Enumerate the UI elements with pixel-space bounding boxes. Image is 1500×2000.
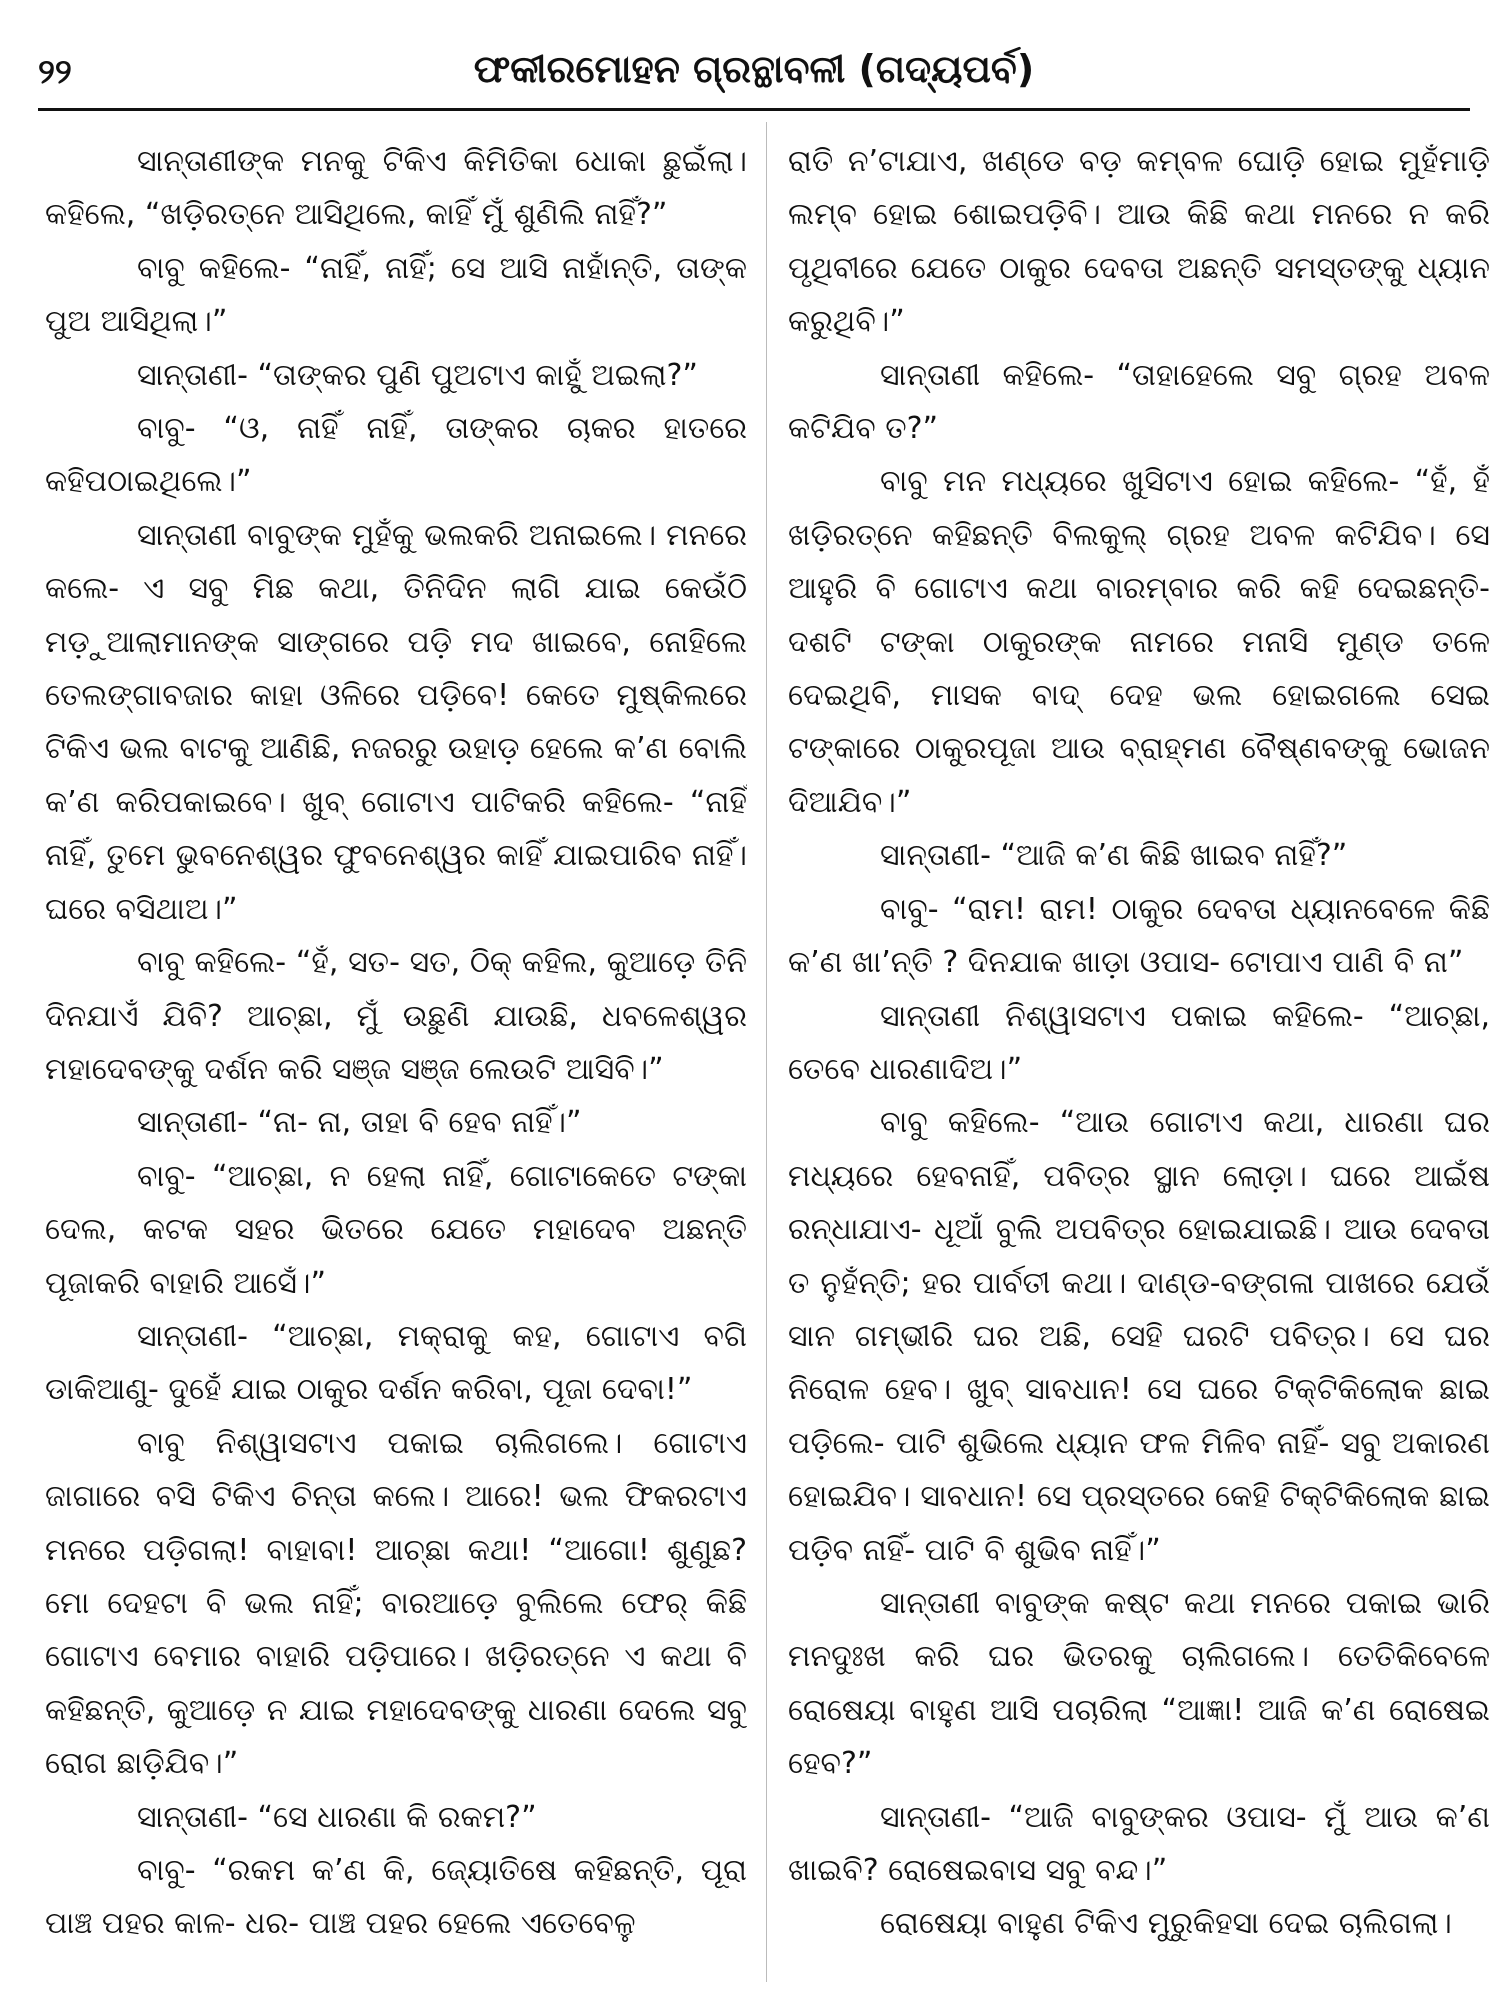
paragraph: ସାନ୍ତାଣୀ ନିଶ୍ୱାସଟାଏ ପକାଇ କହିଲେ- “ଆଚ୍ଛା, ତେବେ ଧାରଣାଦିଅ।” (788, 998, 1490, 1087)
paragraph: ବାବୁ କହିଲେ- “ହଁ, ସତ- ସତ, ଠିକ୍ କହିଲ, କୁଆଡ଼େ ତିନି ଦିନଯାଏଁ ଯିବି? ଆଚ୍ଛା, ମୁଁ ଉଛୁଣି ଯାଉଛି, ଧବଳେଶ୍ୱର ମହାଦେବଙ୍କୁ ଦର୍ଶନ କରି ସଞ୍ଜ ସଞ୍ଜ ଲେଉଟି ଆସିବି।” (45, 945, 747, 1087)
right-column (788, 135, 1490, 1975)
page-header (38, 38, 1470, 111)
paragraph: ସାନ୍ତାଣୀ ବାବୁଙ୍କ କଷ୍ଟ କଥା ମନରେ ପକାଇ ଭାରି ମନଦୁଃଖ କରି ଘର ଭିତରକୁ ଚାଲିଗଲେ। ତେତିକିବେଳେ ରୋଷେୟା ବାହୁଣ ଆସି ପଚାରିଲା “ଆଜ୍ଞା! ଆଜି କ’ଣ ରୋଷେଇ ହେବ?” (788, 1585, 1490, 1782)
paragraph: ବାବୁ- “ରାମ! ରାମ! ଠାକୁର ଦେବତା ଧ୍ୟାନବେଳେ କିଛି କ’ଣ ଖା’ନ୍ତି ? ଦିନଯାକ ଖାଡ଼ା ଓପାସ- ଟୋପାଏ ପାଣି ବି ନା” (788, 891, 1490, 981)
paragraph: ବାବୁ- “ରକମ କ’ଣ କି, ଜ୍ୟୋତିଷେ କହିଛନ୍ତି, ପୂରା ପାଞ୍ଚ ପହର କାଳ- ଧର- ପାଞ୍ଚ ପହର ହେଲେ ଏତେବେଳୁ (45, 1853, 747, 1942)
paragraph: ବାବୁ ନିଶ୍ୱାସଟାଏ ପକାଇ ଚାଲିଗଲେ। ଗୋଟାଏ ଜାଗାରେ ବସି ଟିକିଏ ଚିନ୍ତା କଲେ। ଆରେ! ଭଲ ଫିକରଟାଏ ମନରେ ପଡ଼ିଗଲା! ବାହାବା! ଆଚ୍ଛା କଥା! “ଆଗୋ! ଶୁଣୁଛ? ମୋ ଦେହଟା ବି ଭଲ ନାହିଁ; ବାରଆଡ଼େ ବୁଲିଲେ ଫେର୍ କିଛି ଗୋଟାଏ ବେମାର ବାହାରି ପଡ଼ିପାରେ। ଖଡ଼ିରତ୍ନେ ଏ କଥା ବି କହିଛନ୍ତି, କୁଆଡ଼େ ନ ଯାଇ ମହାଦେବଙ୍କୁ ଧାରଣା ଦେଲେ ସବୁ ରୋଗ ଛାଡ଼ିଯିବ।” (45, 1425, 747, 1782)
paragraph: ବାବୁ କହିଲେ- “ନାହିଁ, ନାହିଁ; ସେ ଆସି ନାହାଁନ୍ତି, ତାଙ୍କ ପୁଅ ଆସିଥିଲା।” (45, 250, 747, 340)
paragraph: ସାନ୍ତାଣୀ- “ଆଜି ବାବୁଙ୍କର ଓପାସ- ମୁଁ ଆଉ କ’ଣ ଖାଇବି? ରୋଷେଇବାସ ସବୁ ବନ୍ଦ।” (788, 1799, 1490, 1888)
paragraph: ବାବୁ କହିଲେ- “ଆଉ ଗୋଟାଏ କଥା, ଧାରଣା ଘର ମଧ୍ୟରେ ହେବନାହିଁ, ପବିତ୍ର ସ୍ଥାନ ଲୋଡ଼ା। ଘରେ ଆଇଁଷ ରନ୍ଧାଯାଏ- ଧୂଆଁ ବୁଲି ଅପବିତ୍ର ହୋଇଯାଇଛି। ଆଉ ଦେବତା ତ ନୁହଁନ୍ତି; ହର ପାର୍ବତୀ କଥା। ଦାଣ୍ଡ-ବଙ୍ଗଳା ପାଖରେ ଯେଉଁ ସାନ ଗମ୍ଭୀରି ଘର ଅଛି, ସେହି ଘରଟି ପବିତ୍ର। ସେ ଘର ନିରୋଳ ହେବ। ଖୁବ୍ ସାବଧାନ! ସେ ଘରେ ଟିକ୍ଟିକିଲୋକ ଛାଇ ପଡ଼ିଲେ- ପାଟି ଶୁଭିଲେ ଧ୍ୟାନ ଫଳ ମିଳିବ ନାହିଁ- ସବୁ ଅକାରଣ ହୋଇଯିବ। ସାବଧାନ! ସେ ପ୍ରସ୍ତରେ କେହି ଟିକ୍ଟିକିଲୋକ ଛାଇ ପଡ଼ିବ ନାହିଁ- ପାଟି ବି ଶୁଭିବ ନାହିଁ।” (788, 1105, 1490, 1568)
paragraph-continued: ରାତି ନ’ଟାଯାଏ, ଖଣ୍ଡେ ବଡ଼ କମ୍ବଳ ଘୋଡ଼ି ହୋଇ ମୁହଁମାଡ଼ି ଲମ୍ବ ହୋଇ ଶୋଇପଡ଼ିବି। ଆଉ କିଛି କଥା ମନରେ ନ କରି ପୃଥିବୀରେ ଯେତେ ଠାକୁର ଦେବତା ଅଛନ୍ତି ସମସ୍ତଙ୍କୁ ଧ୍ୟାନ କରୁଥିବି।” (788, 144, 1490, 340)
running-title: ଫକୀରମୋହନ ଗ୍ରନ୍ଥାବଳୀ (ଗଦ୍ୟପର୍ବ) (473, 47, 1035, 91)
paragraph: ସାନ୍ତାଣୀ- “ତାଙ୍କର ପୁଣି ପୁଅଟାଏ କାହୁଁ ଅଇଲା?” (137, 357, 698, 393)
paragraph: ସାନ୍ତାଣୀ- “ନା- ନା, ତାହା ବି ହେବ ନାହିଁ।” (137, 1105, 582, 1141)
paragraph: ବାବୁ- “ଓ, ନାହିଁ ନାହିଁ, ତାଙ୍କର ଚାକର ହାତରେ କହିପଠାଇଥିଲେ।” (45, 411, 747, 500)
paragraph: ସାନ୍ତାଣୀ- “ଆଜି କ’ଣ କିଛି ଖାଇବ ନାହିଁ?” (880, 838, 1348, 874)
left-column (45, 135, 747, 1975)
paragraph: ସାନ୍ତାଣୀଙ୍କ ମନକୁ ଟିକିଏ କିମିତିକା ଧୋକା ଛୁଇଁଲା। କହିଲେ, “ଖଡ଼ିରତ୍ନେ ଆସିଥିଲେ, କାହିଁ ମୁଁ ଶୁଣିଲି ନାହିଁ?” (45, 144, 747, 233)
paragraph: ସାନ୍ତାଣୀ ବାବୁଙ୍କ ମୁହଁକୁ ଭଲକରି ଅନାଇଲେ। ମନରେ କଲେ- ଏ ସବୁ ମିଛ କଥା, ତିନିଦିନ ଲାଗି ଯାଇ କେଉଁଠି ମଡ଼ୁଆଲାମାନଙ୍କ ସାଙ୍ଗରେ ପଡ଼ି ମଦ ଖାଇବେ, ନୋହିଲେ ତେଲଙ୍ଗାବଜାର କାହା ଓଳିରେ ପଡ଼ିବେ! କେତେ ମୁଷ୍କିଲରେ ଟିକିଏ ଭଲ ବାଟକୁ ଆଣିଛି, ନଜରରୁ ଉହାଡ଼ ହେଲେ କ’ଣ ବୋଲି କ’ଣ କରିପକାଇବେ। ଖୁବ୍ ଗୋଟାଏ ପାଟିକରି କହିଲେ- “ନାହିଁ ନାହିଁ, ତୁମେ ଭୁବନେଶ୍ୱର ଫୁବନେଶ୍ୱର କାହିଁ ଯାଇପାରିବ ନାହିଁ। ଘରେ ବସିଥାଅ।” (45, 517, 747, 927)
paragraph: ରୋଷେୟା ବାହୁଣ ଟିକିଏ ମୁରୁକିହସା ଦେଇ ଚାଲିଗଲା। (880, 1906, 1452, 1942)
paragraph: ସାନ୍ତାଣୀ କହିଲେ- “ତାହାହେଲେ ସବୁ ଗ୍ରହ ଅବଳ କଟିଯିବ ତ?” (788, 357, 1490, 447)
page-number: ୨୨ (38, 52, 72, 92)
paragraph: ବାବୁ- “ଆଚ୍ଛା, ନ ହେଲା ନାହିଁ, ଗୋଟାକେତେ ଟଙ୍କା ଦେଲ, କଟକ ସହର ଭିତରେ ଯେତେ ମହାଦେବ ଅଛନ୍ତି ପୂଜାକରି ବାହାରି ଆସେଁ।” (45, 1158, 747, 1301)
paragraph: ସାନ୍ତାଣୀ- “ସେ ଧାରଣା କି ରକମ?” (137, 1799, 537, 1835)
paragraph: ସାନ୍ତାଣୀ- “ଆଚ୍ଛା, ମକ୍ରାକୁ କହ, ଗୋଟାଏ ବଗି ଡାକିଆଣୁ- ଦୁହେଁ ଯାଇ ଠାକୁର ଦର୍ଶନ କରିବା, ପୂଜା ଦେବା!” (45, 1318, 747, 1408)
paragraph: ବାବୁ ମନ ମଧ୍ୟରେ ଖୁସିଟାଏ ହୋଇ କହିଲେ- “ହଁ, ହଁ ଖଡ଼ିରତ୍ନେ କହିଛନ୍ତି ବିଲକୁଲ୍ ଗ୍ରହ ଅବଳ କଟିଯିବ। ସେ ଆହୁରି ବି ଗୋଟାଏ କଥା ବାରମ୍ବାର କରି କହି ଦେଇଛନ୍ତି- ଦଶଟି ଟଙ୍କା ଠାକୁରଙ୍କ ନାମରେ ମନାସି ମୁଣ୍ଡ ତଳେ ଦେଇଥିବି, ମାସକ ବାଦ୍ ଦେହ ଭଲ ହୋଇଗଲେ ସେଇ ଟଙ୍କାରେ ଠାକୁରପୂଜା ଆଉ ବ୍ରାହ୍ମଣ ବୈଷ୍ଣବଙ୍କୁ ଭୋଜନ ଦିଆଯିବ।” (788, 464, 1490, 820)
column-gutter (766, 122, 767, 1982)
